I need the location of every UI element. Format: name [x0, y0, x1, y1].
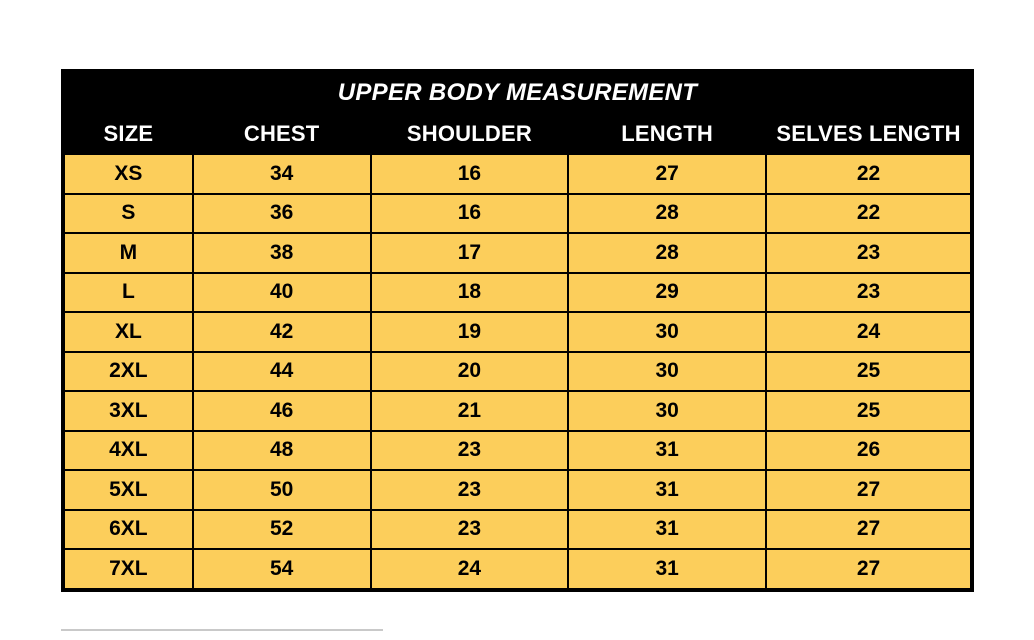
cell-size: 3XL	[64, 391, 193, 431]
cell-size: XL	[64, 312, 193, 352]
cell-size: 6XL	[64, 510, 193, 550]
cell-length: 31	[568, 470, 766, 510]
column-header-length: LENGTH	[568, 114, 766, 154]
cell-shoulder: 23	[371, 431, 569, 471]
table-row	[64, 194, 971, 234]
cell-shoulder: 23	[371, 470, 569, 510]
column-header-selves-length: SELVES LENGTH	[766, 114, 971, 154]
cell-length: 31	[568, 431, 766, 471]
cell-length: 27	[568, 154, 766, 194]
cell-size: 5XL	[64, 470, 193, 510]
cell-length: 30	[568, 352, 766, 392]
cell-shoulder: 20	[371, 352, 569, 392]
cell-shoulder: 19	[371, 312, 569, 352]
cell-chest: 52	[193, 510, 371, 550]
cell-selves-length: 26	[766, 431, 971, 471]
size-chart-container	[61, 69, 974, 592]
table-header-row	[64, 114, 971, 154]
cell-length: 30	[568, 312, 766, 352]
size-chart-table	[63, 71, 972, 590]
cell-chest: 44	[193, 352, 371, 392]
cell-length: 29	[568, 273, 766, 313]
cell-length: 31	[568, 510, 766, 550]
cell-selves-length: 27	[766, 470, 971, 510]
cell-length: 30	[568, 391, 766, 431]
table-row	[64, 154, 971, 194]
cell-shoulder: 18	[371, 273, 569, 313]
cell-shoulder: 16	[371, 154, 569, 194]
table-row	[64, 549, 971, 589]
cell-shoulder: 17	[371, 233, 569, 273]
table-row	[64, 233, 971, 273]
cell-shoulder: 21	[371, 391, 569, 431]
table-row	[64, 352, 971, 392]
cell-chest: 38	[193, 233, 371, 273]
cell-chest: 40	[193, 273, 371, 313]
cell-selves-length: 23	[766, 233, 971, 273]
table-row	[64, 510, 971, 550]
cell-chest: 48	[193, 431, 371, 471]
table-row	[64, 431, 971, 471]
cell-chest: 36	[193, 194, 371, 234]
cell-selves-length: 22	[766, 194, 971, 234]
table-row	[64, 391, 971, 431]
cell-chest: 34	[193, 154, 371, 194]
cell-shoulder: 23	[371, 510, 569, 550]
cell-chest: 46	[193, 391, 371, 431]
cell-selves-length: 22	[766, 154, 971, 194]
cell-size: 4XL	[64, 431, 193, 471]
cell-size: 2XL	[64, 352, 193, 392]
cell-length: 28	[568, 233, 766, 273]
chart-title-row	[64, 72, 971, 114]
cell-chest: 54	[193, 549, 371, 589]
cell-size: L	[64, 273, 193, 313]
cell-size: S	[64, 194, 193, 234]
cell-selves-length: 25	[766, 391, 971, 431]
page-divider	[61, 629, 383, 631]
cell-length: 28	[568, 194, 766, 234]
cell-size: M	[64, 233, 193, 273]
cell-length: 31	[568, 549, 766, 589]
table-row	[64, 273, 971, 313]
cell-selves-length: 24	[766, 312, 971, 352]
table-row	[64, 312, 971, 352]
cell-size: 7XL	[64, 549, 193, 589]
column-header-size: SIZE	[64, 114, 193, 154]
cell-selves-length: 27	[766, 549, 971, 589]
cell-shoulder: 16	[371, 194, 569, 234]
cell-selves-length: 25	[766, 352, 971, 392]
column-header-shoulder: SHOULDER	[371, 114, 569, 154]
cell-selves-length: 23	[766, 273, 971, 313]
column-header-chest: CHEST	[193, 114, 371, 154]
cell-size: XS	[64, 154, 193, 194]
cell-selves-length: 27	[766, 510, 971, 550]
table-row	[64, 470, 971, 510]
chart-title: UPPER BODY MEASUREMENT	[64, 72, 971, 114]
cell-shoulder: 24	[371, 549, 569, 589]
cell-chest: 50	[193, 470, 371, 510]
cell-chest: 42	[193, 312, 371, 352]
